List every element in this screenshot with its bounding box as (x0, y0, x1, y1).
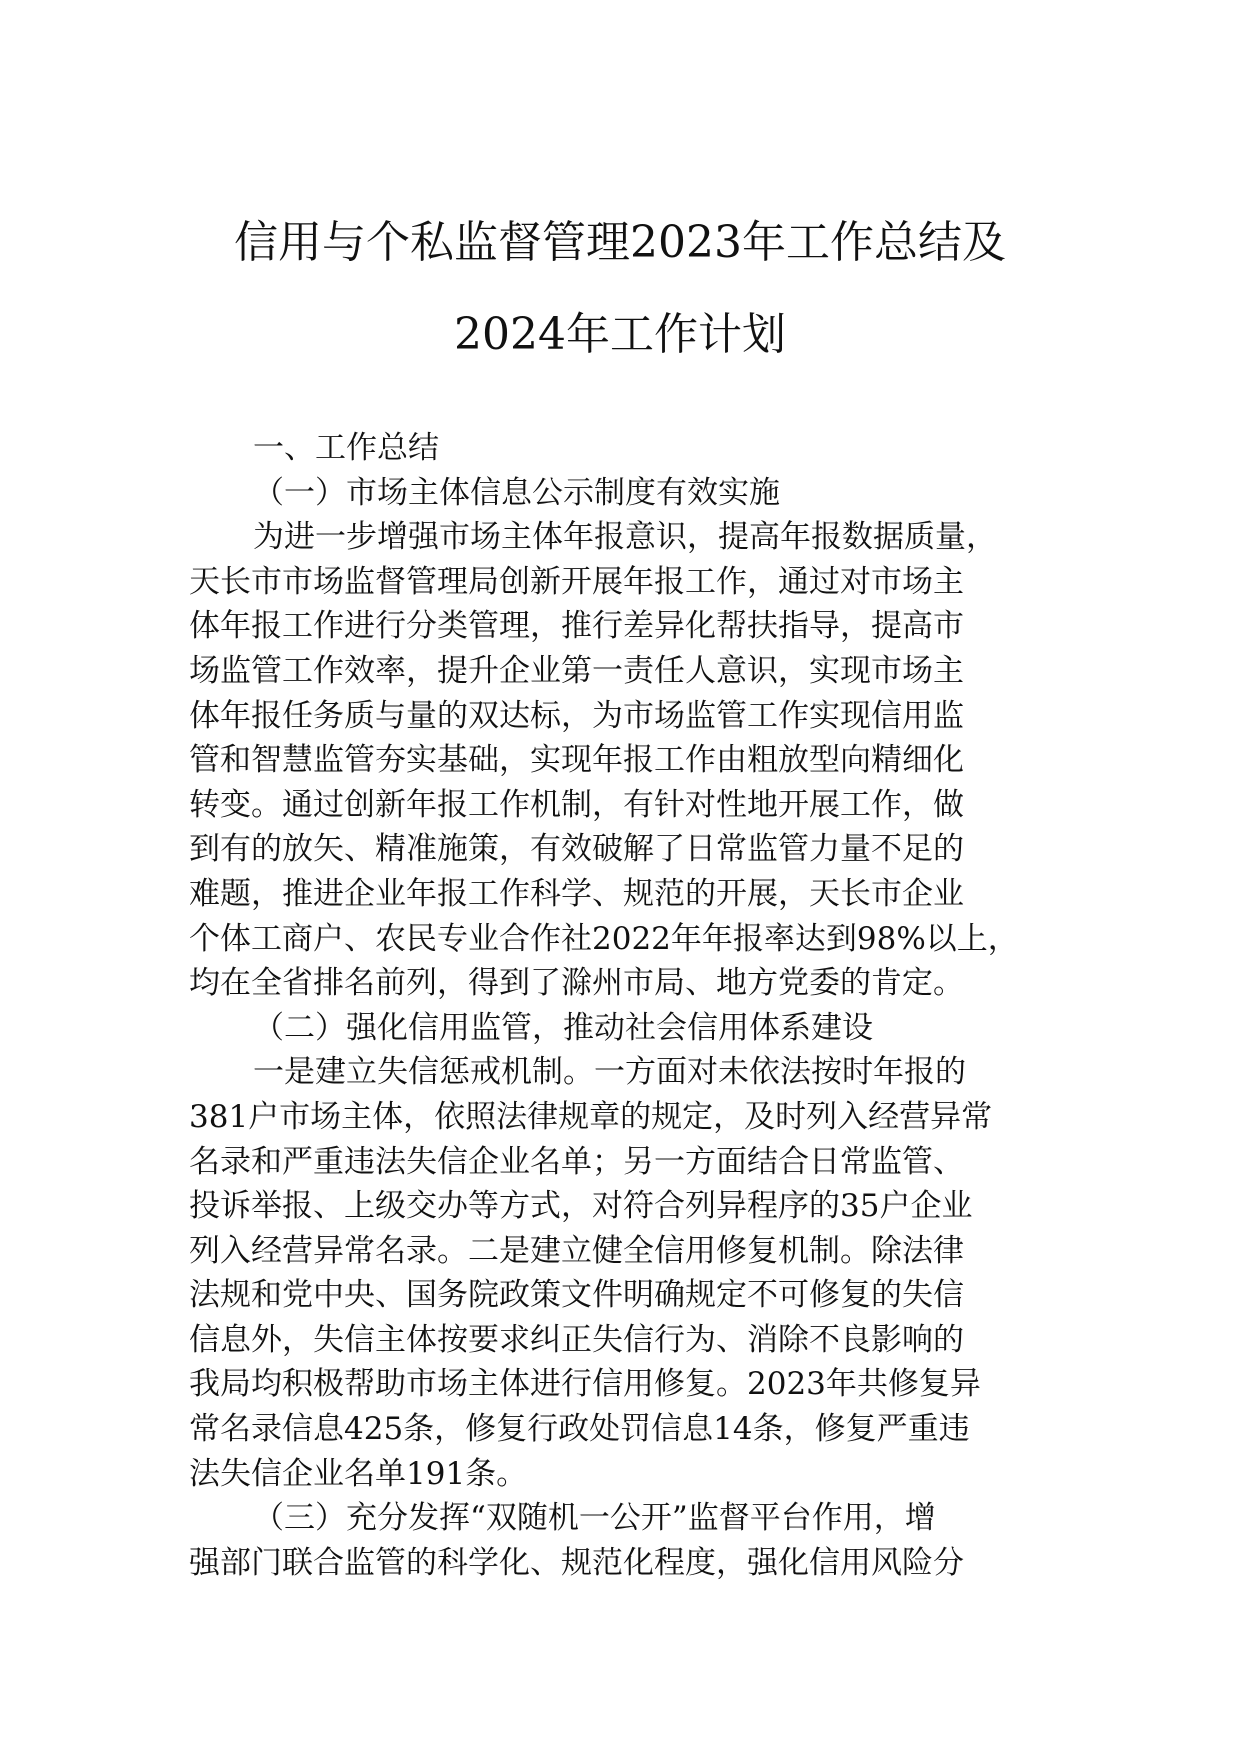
paragraph-line: 为进一步增强市场主体年报意识，提高年报数据质量， (253, 519, 997, 556)
paragraph-line: 转变。通过创新年报工作机制，有针对性地开展工作，做 (189, 786, 964, 823)
paragraph-line: 一是建立失信惩戒机制。一方面对未依法按时年报的 (253, 1054, 966, 1091)
paragraph-line: 信息外，失信主体按要求纠正失信行为、消除不良影响的 (189, 1321, 964, 1358)
subsection-heading: （三）充分发挥“双随机一公开”监督平台作用，增 (253, 1500, 936, 1537)
paragraph-line: 难题，推进企业年报工作科学、规范的开展，天长市企业 (189, 875, 964, 912)
paragraph-line: 体年报工作进行分类管理，推行差异化帮扶指导，提高市 (189, 608, 964, 645)
paragraph-line: 到有的放矢、精准施策，有效破解了日常监管力量不足的 (189, 831, 964, 868)
paragraph-line: 常名录信息425条，修复行政处罚信息14条，修复严重违 (189, 1411, 970, 1448)
paragraph-line: 投诉举报、上级交办等方式，对符合列异程序的35户企业 (189, 1188, 973, 1225)
paragraph-line: 均在全省排名前列，得到了滁州市局、地方党委的肯定。 (189, 965, 964, 1002)
subsection-heading: （二）强化信用监管，推动社会信用体系建设 (253, 1009, 873, 1046)
paragraph-line: 法失信企业名单191条。 (189, 1455, 528, 1492)
document-title-line-2: 2024年工作计划 (454, 309, 786, 360)
paragraph-line: 个体工商户、农民专业合作社2022年年报率达到98%以上， (189, 920, 1019, 957)
paragraph-line: 管和智慧监管夯实基础，实现年报工作由粗放型向精细化 (189, 742, 964, 779)
document-title-line-1: 信用与个私监督管理2023年工作总结及 (234, 217, 1006, 268)
paragraph-line: 场监管工作效率，提升企业第一责任人意识，实现市场主 (189, 652, 964, 689)
paragraph-line: 法规和党中央、国务院政策文件明确规定不可修复的失信 (189, 1277, 964, 1314)
paragraph-line: 体年报任务质与量的双达标，为市场监管工作实现信用监 (189, 697, 964, 734)
paragraph-line: 名录和严重违法失信企业名单；另一方面结合日常监管、 (189, 1143, 964, 1180)
document-body (189, 426, 1089, 1585)
paragraph-line: 列入经营异常名录。二是建立健全信用修复机制。除法律 (189, 1232, 964, 1269)
paragraph-line: 381户市场主体，依照法律规章的规定，及时列入经营异常 (189, 1098, 993, 1135)
subsection-heading: （一）市场主体信息公示制度有效实施 (253, 474, 780, 511)
paragraph-line: 我局均积极帮助市场主体进行信用修复。2023年共修复异 (189, 1366, 981, 1403)
paragraph-line: 强部门联合监管的科学化、规范化程度，强化信用风险分 (189, 1544, 964, 1581)
paragraph-line: 天长市市场监督管理局创新开展年报工作，通过对市场主 (189, 563, 964, 600)
section-heading: 一、工作总结 (253, 430, 439, 466)
